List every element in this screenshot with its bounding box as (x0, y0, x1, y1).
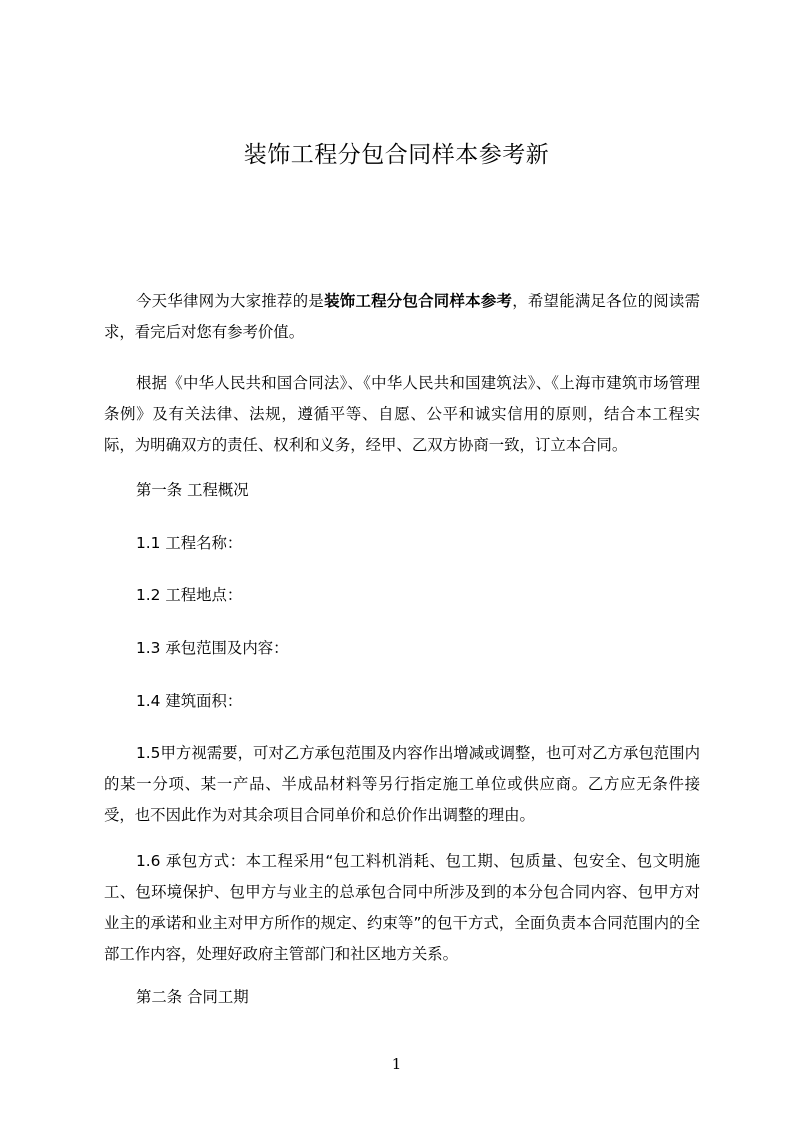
item-1-1: 1.1 工程名称： (136, 534, 243, 552)
basis-paragraph: 根据《中华人民共和国合同法》、《中华人民共和国建筑法》、《上海市建筑市场管理条例》及有关法律、法规，遵循平等、自愿、公平和诚实信用的原则，结合本工程实际，为明确双方的责任、权利和义务，经甲、乙双方协商一致，订立本合同。 (104, 374, 700, 454)
page-title: 装饰工程分包合同样本参考新 (243, 142, 550, 168)
item-1-2: 1.2 工程地点： (136, 586, 243, 604)
item-1-6: 1.6 承包方式：本工程采用“包工料机消耗、包工期、包质量、包安全、包文明施工、包环境保护、包甲方与业主的总承包合同中所涉及到的本分包合同内容、包甲方对业主的承诺和业主对甲方所作的规定、约束等”的包干方式，全面负责本合同范围内的全部工作内容，处理好政府主管部门和社区地方关系。 (104, 852, 700, 963)
intro-prefix: 今天华律网为大家推荐的是 (136, 292, 325, 310)
intro-suffix: ，希望能满足各位的阅读需求，看完后对您有参考价值。 (104, 292, 700, 341)
intro-paragraph (104, 286, 700, 348)
article-1-heading: 第一条 工程概况 (136, 481, 249, 499)
article-2-heading: 第二条 合同工期 (136, 988, 249, 1006)
item-1-5: 1.5甲方视需要，可对乙方承包范围及内容作出增减或调整，也可对乙方承包范围内的某一分项、某一产品、半成品材料等另行指定施工单位或供应商。乙方应无条件接受，也不因此作为对其余项目合同单价和总价作出调整的理由。 (104, 744, 700, 824)
item-1-3: 1.3 承包范围及内容： (136, 639, 289, 657)
page-number: 1 (391, 1055, 402, 1073)
intro-bold-title: 装饰工程分包合同样本参考 (324, 292, 513, 310)
item-1-4: 1.4 建筑面积： (136, 692, 243, 710)
